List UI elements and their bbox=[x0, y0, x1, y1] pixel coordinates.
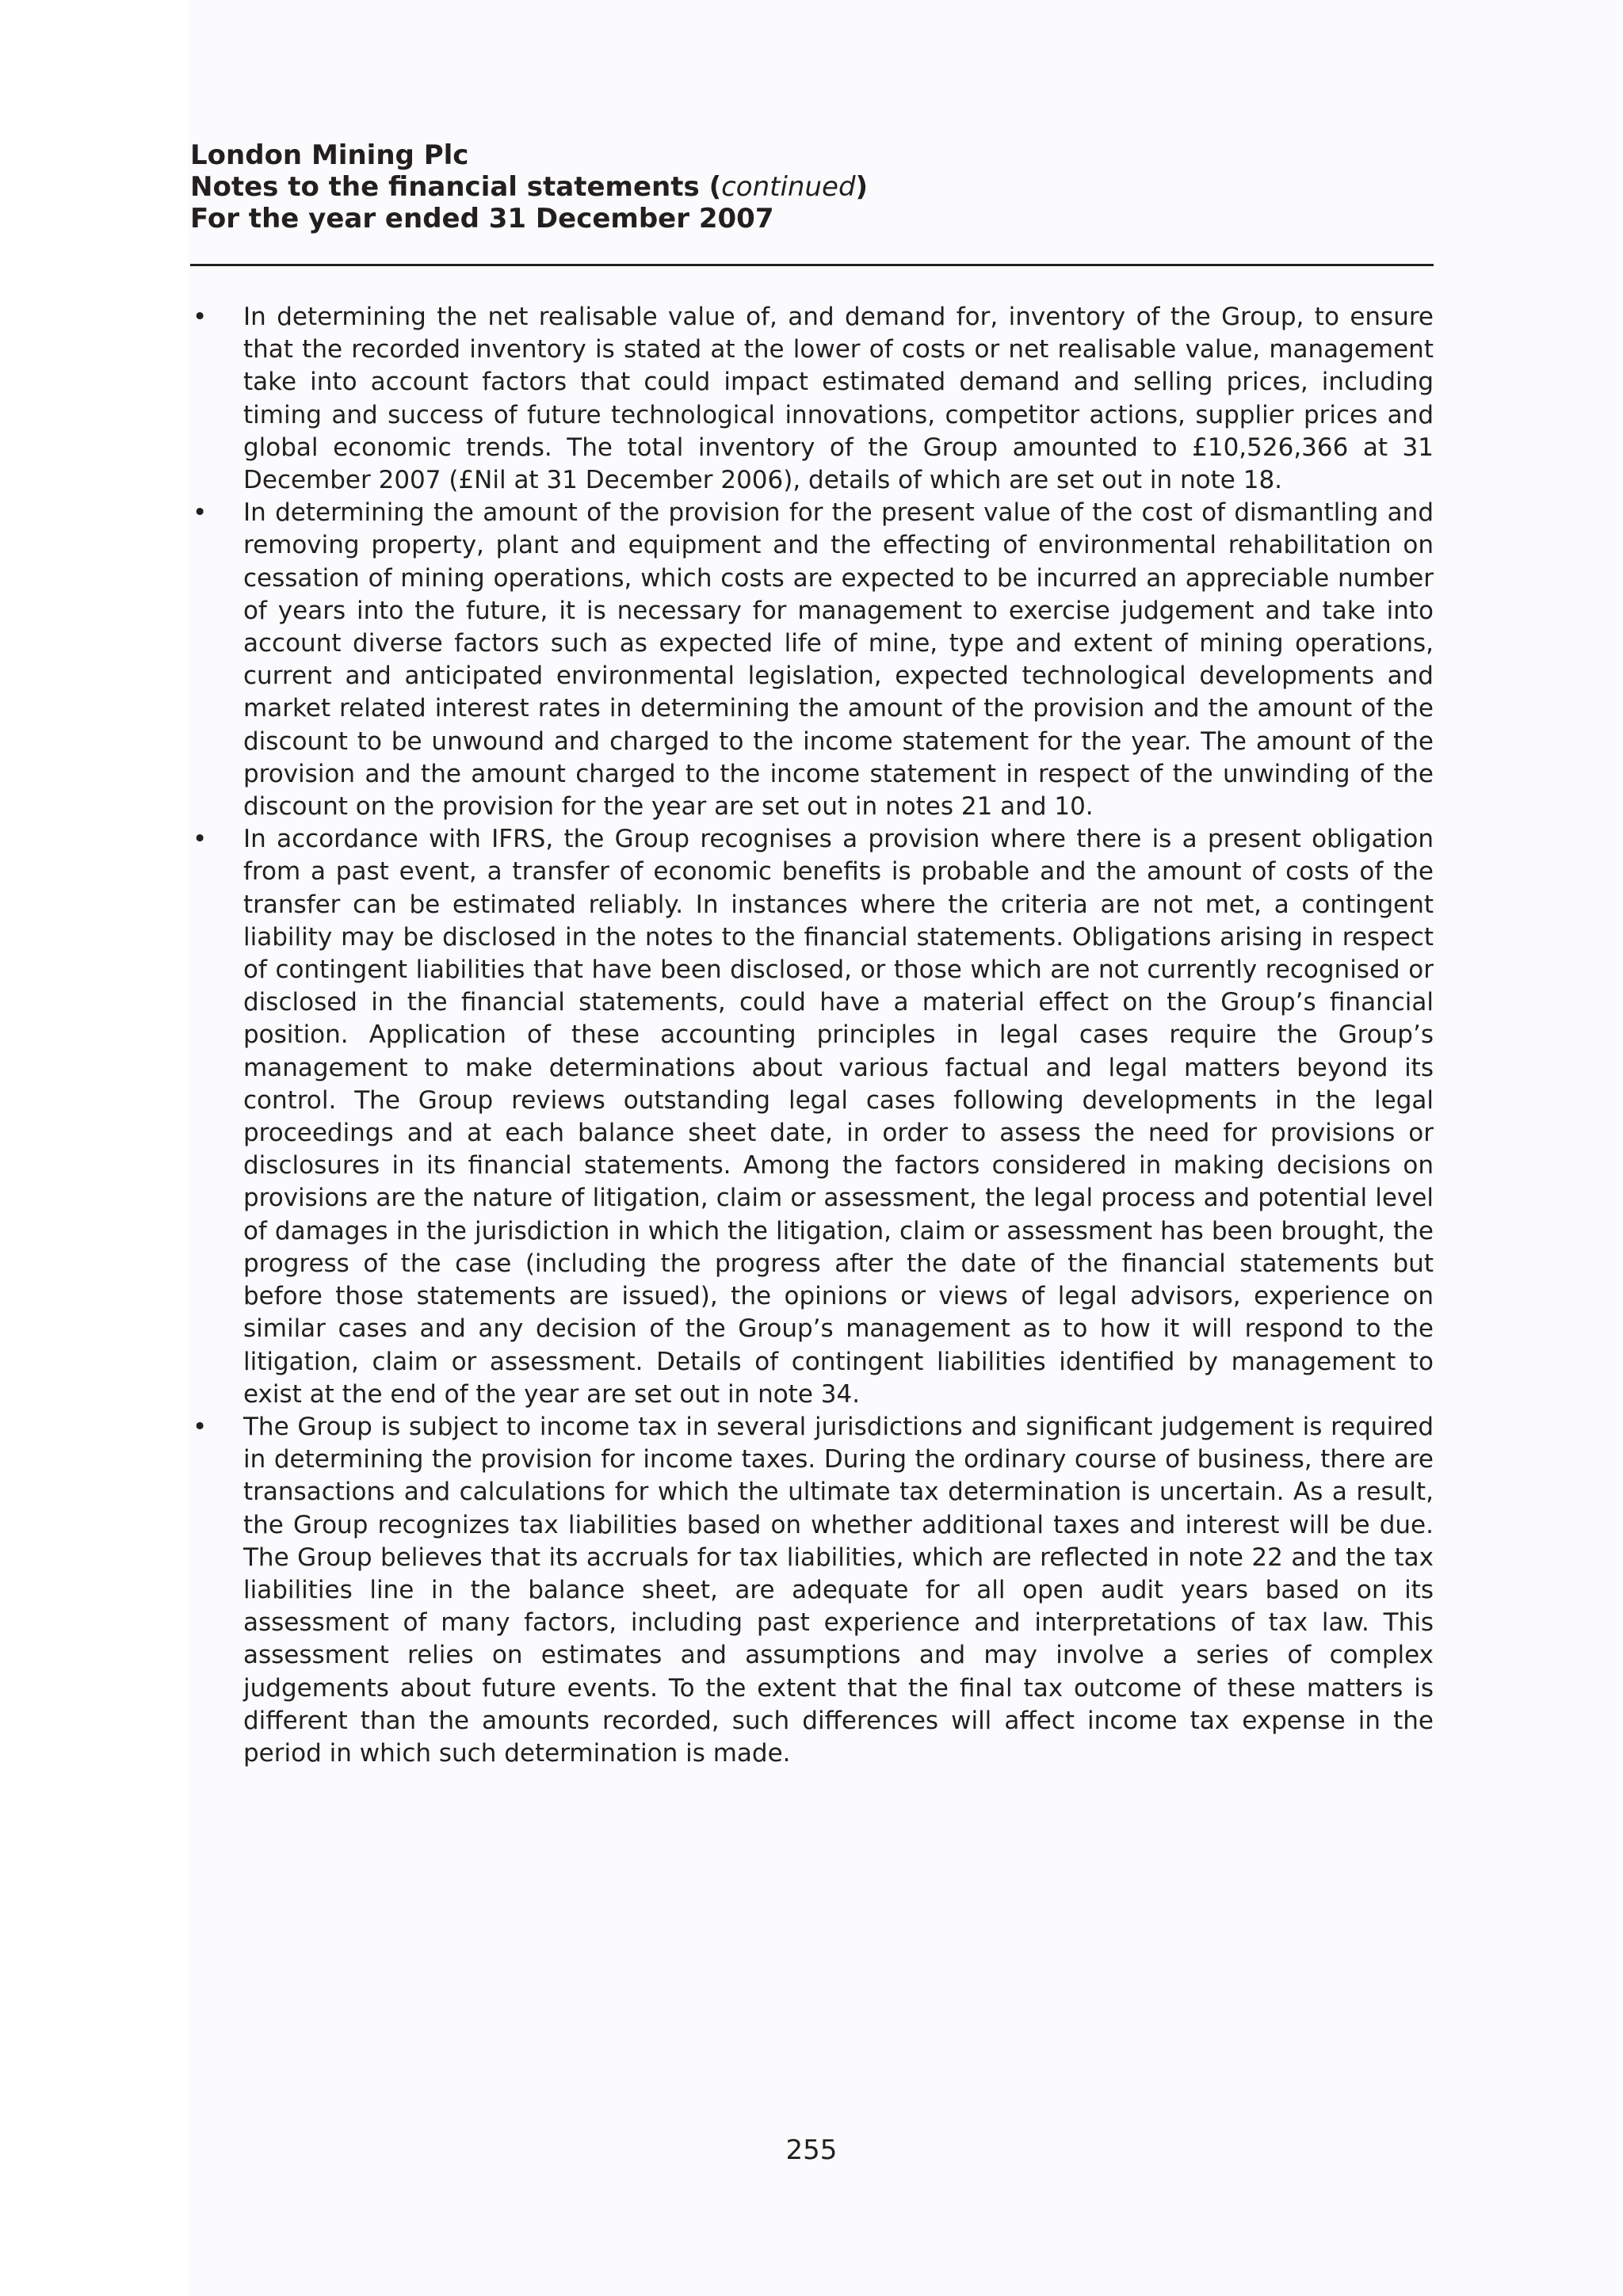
bullet-text: In determining the net realisable value of, and demand for, inventory of the Group, to ensure that the recorded inventory is stated at the lower of costs or net realisable value, management take into account factors that could impact estimated demand and selling prices, including timing and success of future technological innovations, competitor actions, supplier prices and global economic trends. The total inventory of the Group amounted to £10,526,366 at 31 December 2007 (£Nil at 31 December 2006), details of which are set out in note 18. bbox=[243, 303, 1434, 495]
bullet-income-tax bbox=[190, 1411, 1434, 1770]
reporting-period: For the year ended 31 December 2007 bbox=[190, 203, 774, 235]
bullet-inventory bbox=[190, 301, 1434, 497]
header-divider bbox=[190, 264, 1434, 266]
bullet-contingent-liabilities bbox=[190, 823, 1434, 1411]
bullet-text: In determining the amount of the provision for the present value of the cost of dismantling and removing property, plant and equipment and the effecting of environmental rehabilitation on cessation of mining operations, which costs are expected to be incurred an appreciable number of years into the future, it is necessary for management to exercise judgement and take into account diverse factors such as expected life of mine, type and extent of mining operations, current and anticipated environmental legislation, expected technological developments and market related interest rates in determining the amount of the provision and the amount of the discount to be unwound and charged to the income statement for the year. The amount of the provision and the amount charged to the income statement in respect of the unwinding of the discount on the provision for the year are set out in notes 21 and 10. bbox=[243, 498, 1434, 822]
bullet-marker: • bbox=[193, 1412, 208, 1441]
bullet-marker: • bbox=[193, 498, 208, 528]
company-name: London Mining Plc bbox=[190, 139, 469, 171]
bullet-marker: • bbox=[193, 825, 208, 854]
page-number: 255 bbox=[785, 2134, 838, 2166]
page-header bbox=[190, 139, 1434, 235]
bullet-marker: • bbox=[193, 303, 208, 331]
notes-title-text: Notes to the financial statements ( bbox=[190, 171, 722, 203]
notes-title-close: ) bbox=[855, 171, 869, 203]
notes-title bbox=[190, 171, 1434, 203]
bullet-text: In accordance with IFRS, the Group recognises a provision where there is a present obligation from a past event, a transfer of economic benefits is probable and the amount of costs of the transfer can be estimated reliably. In instances where the criteria are not met, a contingent liability may be disclosed in the notes to the financial statements. Obligations arising in respect of contingent liabilities that have been disclosed, or those which are not currently recognised or disclosed in the financial statements, could have a material effect on the Group’s financial position. Application of these accounting principles in legal cases require the Group’s management to make determinations about various factual and legal matters beyond its control. The Group reviews outstanding legal cases following developments in the legal proceedings and at each balance sheet date, in order to assess the need for provisions or disclosures in its financial statements. Among the factors considered in making decisions on provisions are the nature of litigation, claim or assessment, the legal process and potential level of damages in the jurisdiction in which the litigation, claim or assessment has been brought, the progress of the case (including the progress after the date of the financial statements but before those statements are issued), the opinions or views of legal advisors, experience on similar cases and any decision of the Group’s management as to how it will respond to the litigation, claim or assessment. Details of contingent liabilities identified by management to exist at the end of the year are set out in note 34. bbox=[243, 825, 1434, 1409]
continued-label: continued bbox=[721, 171, 856, 203]
notes-bullet-list bbox=[190, 301, 1434, 1770]
bullet-text: The Group is subject to income tax in several jurisdictions and significant judgement is required in determining the provision for income taxes. During the ordinary course of business, there are transactions and calculations for which the ultimate tax determination is uncertain. As a result, the Group recognizes tax liabilities based on whether additional taxes and interest will be due. The Group believes that its accruals for tax liabilities, which are reflected in note 22 and the tax liabilities line in the balance sheet, are adequate for all open audit years based on its assessment of many factors, including past experience and interpretations of tax law. This assessment relies on estimates and assumptions and may involve a series of complex judgements about future events. To the extent that the final tax outcome of these matters is different than the amounts recorded, such differences will affect income tax expense in the period in which such determination is made. bbox=[243, 1412, 1434, 1768]
bullet-provision-dismantling bbox=[190, 497, 1434, 823]
